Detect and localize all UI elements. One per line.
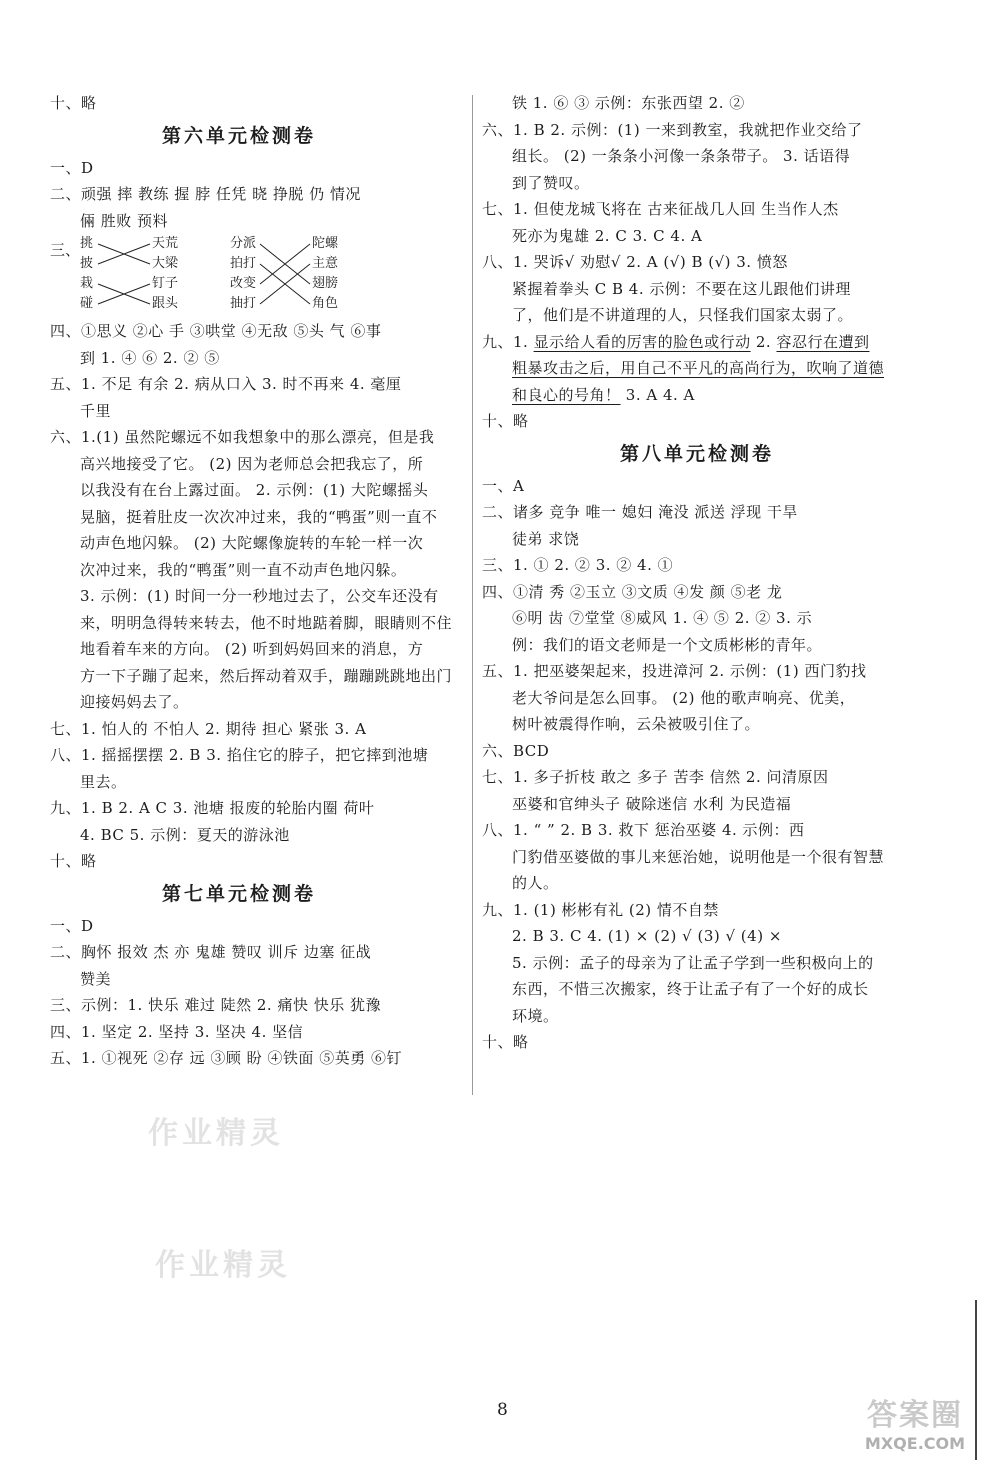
answer-line: 的人。	[512, 874, 559, 892]
answer-line: 一、A	[482, 476, 525, 495]
matching-label: 三、	[50, 241, 81, 259]
answer-line: 死亦为鬼雄 2. C 3. C 4. A	[512, 226, 703, 245]
match-right-word: 跟头	[152, 296, 179, 311]
answer-line: 四、①清 秀 ②玉立 ③文质 ④发 颜 ⑤老 龙	[482, 582, 783, 601]
answer-line: 组长。 (2) 一条条小河像一条条带子。 3. 话语得	[512, 147, 851, 165]
answer-line: 赞美	[80, 969, 112, 988]
answer-line: 2. B 3. C 4. (1) × (2) √ (3) √ (4) ×	[512, 927, 782, 945]
answer-line: 5. 示例：孟子的母亲为了让孟子学到一些积极向上的	[512, 953, 874, 972]
answer-line: 了，他们是不讲道理的人，只怪我们国家太弱了。	[512, 306, 854, 324]
underlined-answer: 和良心的号角！	[512, 385, 621, 404]
answer-line: 十、略	[50, 94, 97, 112]
answer-line: 高兴地接受了它。 (2) 因为老师总会把我忘了，所	[80, 454, 424, 473]
answer-line: 门豹借巫婆做的事儿来惩治她，说明他是一个很有智慧	[512, 847, 885, 866]
answer-line: 3. 示例：(1) 时间一分一秒地过去了，公交车还没有	[80, 587, 439, 605]
answer-line: 十、略	[482, 412, 529, 430]
match-right-word: 钉子	[152, 276, 179, 291]
answer-line: 铁 1. ⑥ ③ 示例：东张西望 2. ②	[512, 94, 745, 112]
answer-line: 七、1. 但使龙城飞将在 古来征战几人回 生当作人杰	[482, 200, 839, 218]
answer-line: 倆 胜败 预料	[80, 211, 169, 230]
answer-line: 九、1. B 2. A C 3. 池塘 报废的轮胎内圈 荷叶	[50, 799, 375, 817]
watermark-logo-text: 答案圈	[867, 1398, 963, 1433]
answer-line: 千里	[80, 401, 112, 420]
match-right-word: 陀螺	[312, 236, 339, 251]
match-left-word: 挑	[80, 236, 94, 251]
answer-line: 六、1. B 2. 示例：(1) 一来到教室，我就把作业交给了	[482, 120, 863, 139]
answer-line: 环境。	[512, 1006, 559, 1025]
answer-line: 七、1. 怕人的 不怕人 2. 期待 担心 紧张 3. A	[50, 719, 367, 738]
answer-line	[482, 329, 912, 356]
answer-line: 三、1. ① 2. ② 3. ② 4. ①	[482, 556, 674, 574]
answer-line: 巫婆和官绅头子 破除迷信 水利 为民造福	[512, 794, 792, 813]
answer-line: 八、1. “ ” 2. B 3. 救下 惩治巫婆 4. 示例：西	[482, 821, 805, 839]
answer-text: 3. A 4. A	[620, 385, 695, 404]
answer-line: 到了赞叹。	[512, 173, 590, 192]
match-left-word: 栽	[80, 276, 94, 291]
watermark: 作业精灵	[148, 1116, 284, 1151]
match-right-word: 大梁	[152, 256, 179, 271]
answer-line: 例：我们的语文老师是一个文质彬彬的青年。	[512, 635, 823, 654]
answer-line: 二、诸多 竞争 唯一 媳妇 淹没 派送 浮现 干旱	[482, 503, 798, 521]
answer-line: 一、D	[50, 916, 94, 935]
answer-line: 四、1. 坚定 2. 坚持 3. 坚决 4. 坚信	[50, 1022, 304, 1041]
answer-line: 次冲过来，我的“鸭蛋”则一直不动声色地闪躲。	[80, 560, 407, 579]
underlined-answer: 粗暴攻击之后，用自己不平凡的高尚行为，吹响了道德	[512, 359, 885, 377]
answer-line: 老大爷问是怎么回事。 (2) 他的歌声响亮、优美，	[512, 688, 856, 707]
match-right-word: 天荒	[152, 236, 179, 251]
answer-line	[482, 382, 912, 409]
answer-line: 里去。	[80, 772, 127, 791]
match-left-word: 分派	[230, 236, 257, 251]
answer-line: 徒弟 求饶	[512, 529, 580, 548]
match-left-word: 披	[80, 256, 94, 271]
answer-line: 五、1. 把巫婆架起来，投进漳河 2. 示例：(1) 西门豹找	[482, 662, 867, 680]
match-right-word: 主意	[312, 256, 339, 271]
answer-line: 七、1. 多子折枝 敢之 多子 苦李 信然 2. 问清原因	[482, 768, 829, 786]
match-left-word: 拍打	[230, 256, 257, 271]
site-watermark-logo	[840, 1390, 990, 1453]
answer-line: 一、D	[50, 158, 94, 177]
answer-line: 八、1. 哭诉√ 劝慰√ 2. A (√) B (√) 3. 愤怒	[482, 253, 788, 271]
column-divider	[472, 95, 473, 1095]
answer-line: 十、略	[50, 852, 97, 870]
answer-line: 三、示例：1. 快乐 难过 陡然 2. 痛快 快乐 犹豫	[50, 996, 382, 1014]
answer-line: 到 1. ④ ⑥ 2. ② ⑤	[80, 348, 220, 367]
page-number: 8	[497, 1400, 508, 1420]
answer-line: 六、BCD	[482, 741, 550, 760]
underlined-answer: 容忍行在遭到	[776, 332, 870, 351]
matching-exercise	[50, 234, 468, 318]
answer-line: 四、①思义 ②心 手 ③哄堂 ④无敌 ⑤头 气 ⑥事	[50, 322, 382, 340]
match-left-word: 改变	[230, 276, 257, 291]
underlined-answer: 显示给人看的厉害的脸色或行动	[533, 332, 751, 351]
unit6-heading: 第六单元检测卷	[161, 124, 316, 147]
match-left-word: 抽打	[230, 296, 257, 311]
answer-line: 4. BC 5. 示例：夏天的游泳池	[80, 825, 290, 844]
answer-line: 迎接妈妈去了。	[80, 693, 189, 711]
answer-line: 二、胸怀 报效 杰 亦 鬼雄 赞叹 训斥 边塞 征战	[50, 943, 372, 961]
answer-line: 二、顽强 摔 教练 握 脖 任凭 晓 挣脱 仍 情况	[50, 185, 361, 203]
watermark: 作业精灵	[155, 1248, 291, 1283]
answer-line: 五、1. 不足 有余 2. 病从口入 3. 时不再来 4. 毫厘	[50, 375, 402, 393]
answer-line: 东西，不惜三次搬家，终于让孟子有了一个好的成长	[512, 980, 869, 998]
answer-line: 树叶被震得作响，云朵被吸引住了。	[512, 715, 761, 733]
answer-line: 五、1. ①视死 ②存 远 ③顾 盼 ④铁面 ⑤英勇 ⑥钉	[50, 1049, 402, 1067]
answer-line: 晃脑，挺着肚皮一次次冲过来，我的“鸭蛋”则一直不	[80, 507, 438, 526]
unit8-heading: 第八单元检测卷	[619, 442, 774, 465]
answer-line	[482, 355, 912, 382]
right-column	[482, 90, 912, 1056]
match-right-word: 翅膀	[312, 276, 339, 291]
answer-line: 动声色地闪躲。 (2) 大陀螺像旋转的车轮一样一次	[80, 534, 424, 552]
answer-line: 十、略	[482, 1033, 529, 1051]
match-right-word: 角色	[312, 296, 339, 311]
answer-line: 九、1. (1) 彬彬有礼 (2) 情不自禁	[482, 900, 719, 919]
left-column	[50, 90, 468, 1072]
answer-text: 2.	[750, 332, 777, 351]
answer-text: 九、1.	[482, 332, 534, 351]
answer-line: 紧握着拳头 C B 4. 示例：不要在这儿跟他们讲理	[512, 279, 851, 298]
answer-line: 来，明明急得转来转去，他不时地踮着脚，眼睛则不住	[80, 613, 453, 632]
matching-lines	[50, 234, 380, 318]
watermark-logo-url: MXQE.COM	[864, 1434, 966, 1453]
unit7-heading: 第七单元检测卷	[161, 882, 316, 905]
match-left-word: 碰	[80, 296, 94, 311]
answer-line: 以我没有在台上露过面。 2. 示例：(1) 大陀螺摇头	[80, 481, 429, 499]
answer-line: 八、1. 摇摇摆摆 2. B 3. 掐住它的脖子，把它摔到池塘	[50, 746, 429, 764]
answer-line: 六、1.(1) 虽然陀螺远不如我想象中的那么漂亮，但是我	[50, 428, 435, 446]
answer-line: ⑥明 齿 ⑦堂堂 ⑧威风 1. ④ ⑤ 2. ② 3. 示	[512, 609, 813, 627]
answer-line: 方一下子蹦了起来，然后挥动着双手，蹦蹦跳跳地出门	[80, 666, 453, 685]
answer-line: 地看着车来的方向。 (2) 听到妈妈回来的消息，方	[80, 640, 424, 658]
